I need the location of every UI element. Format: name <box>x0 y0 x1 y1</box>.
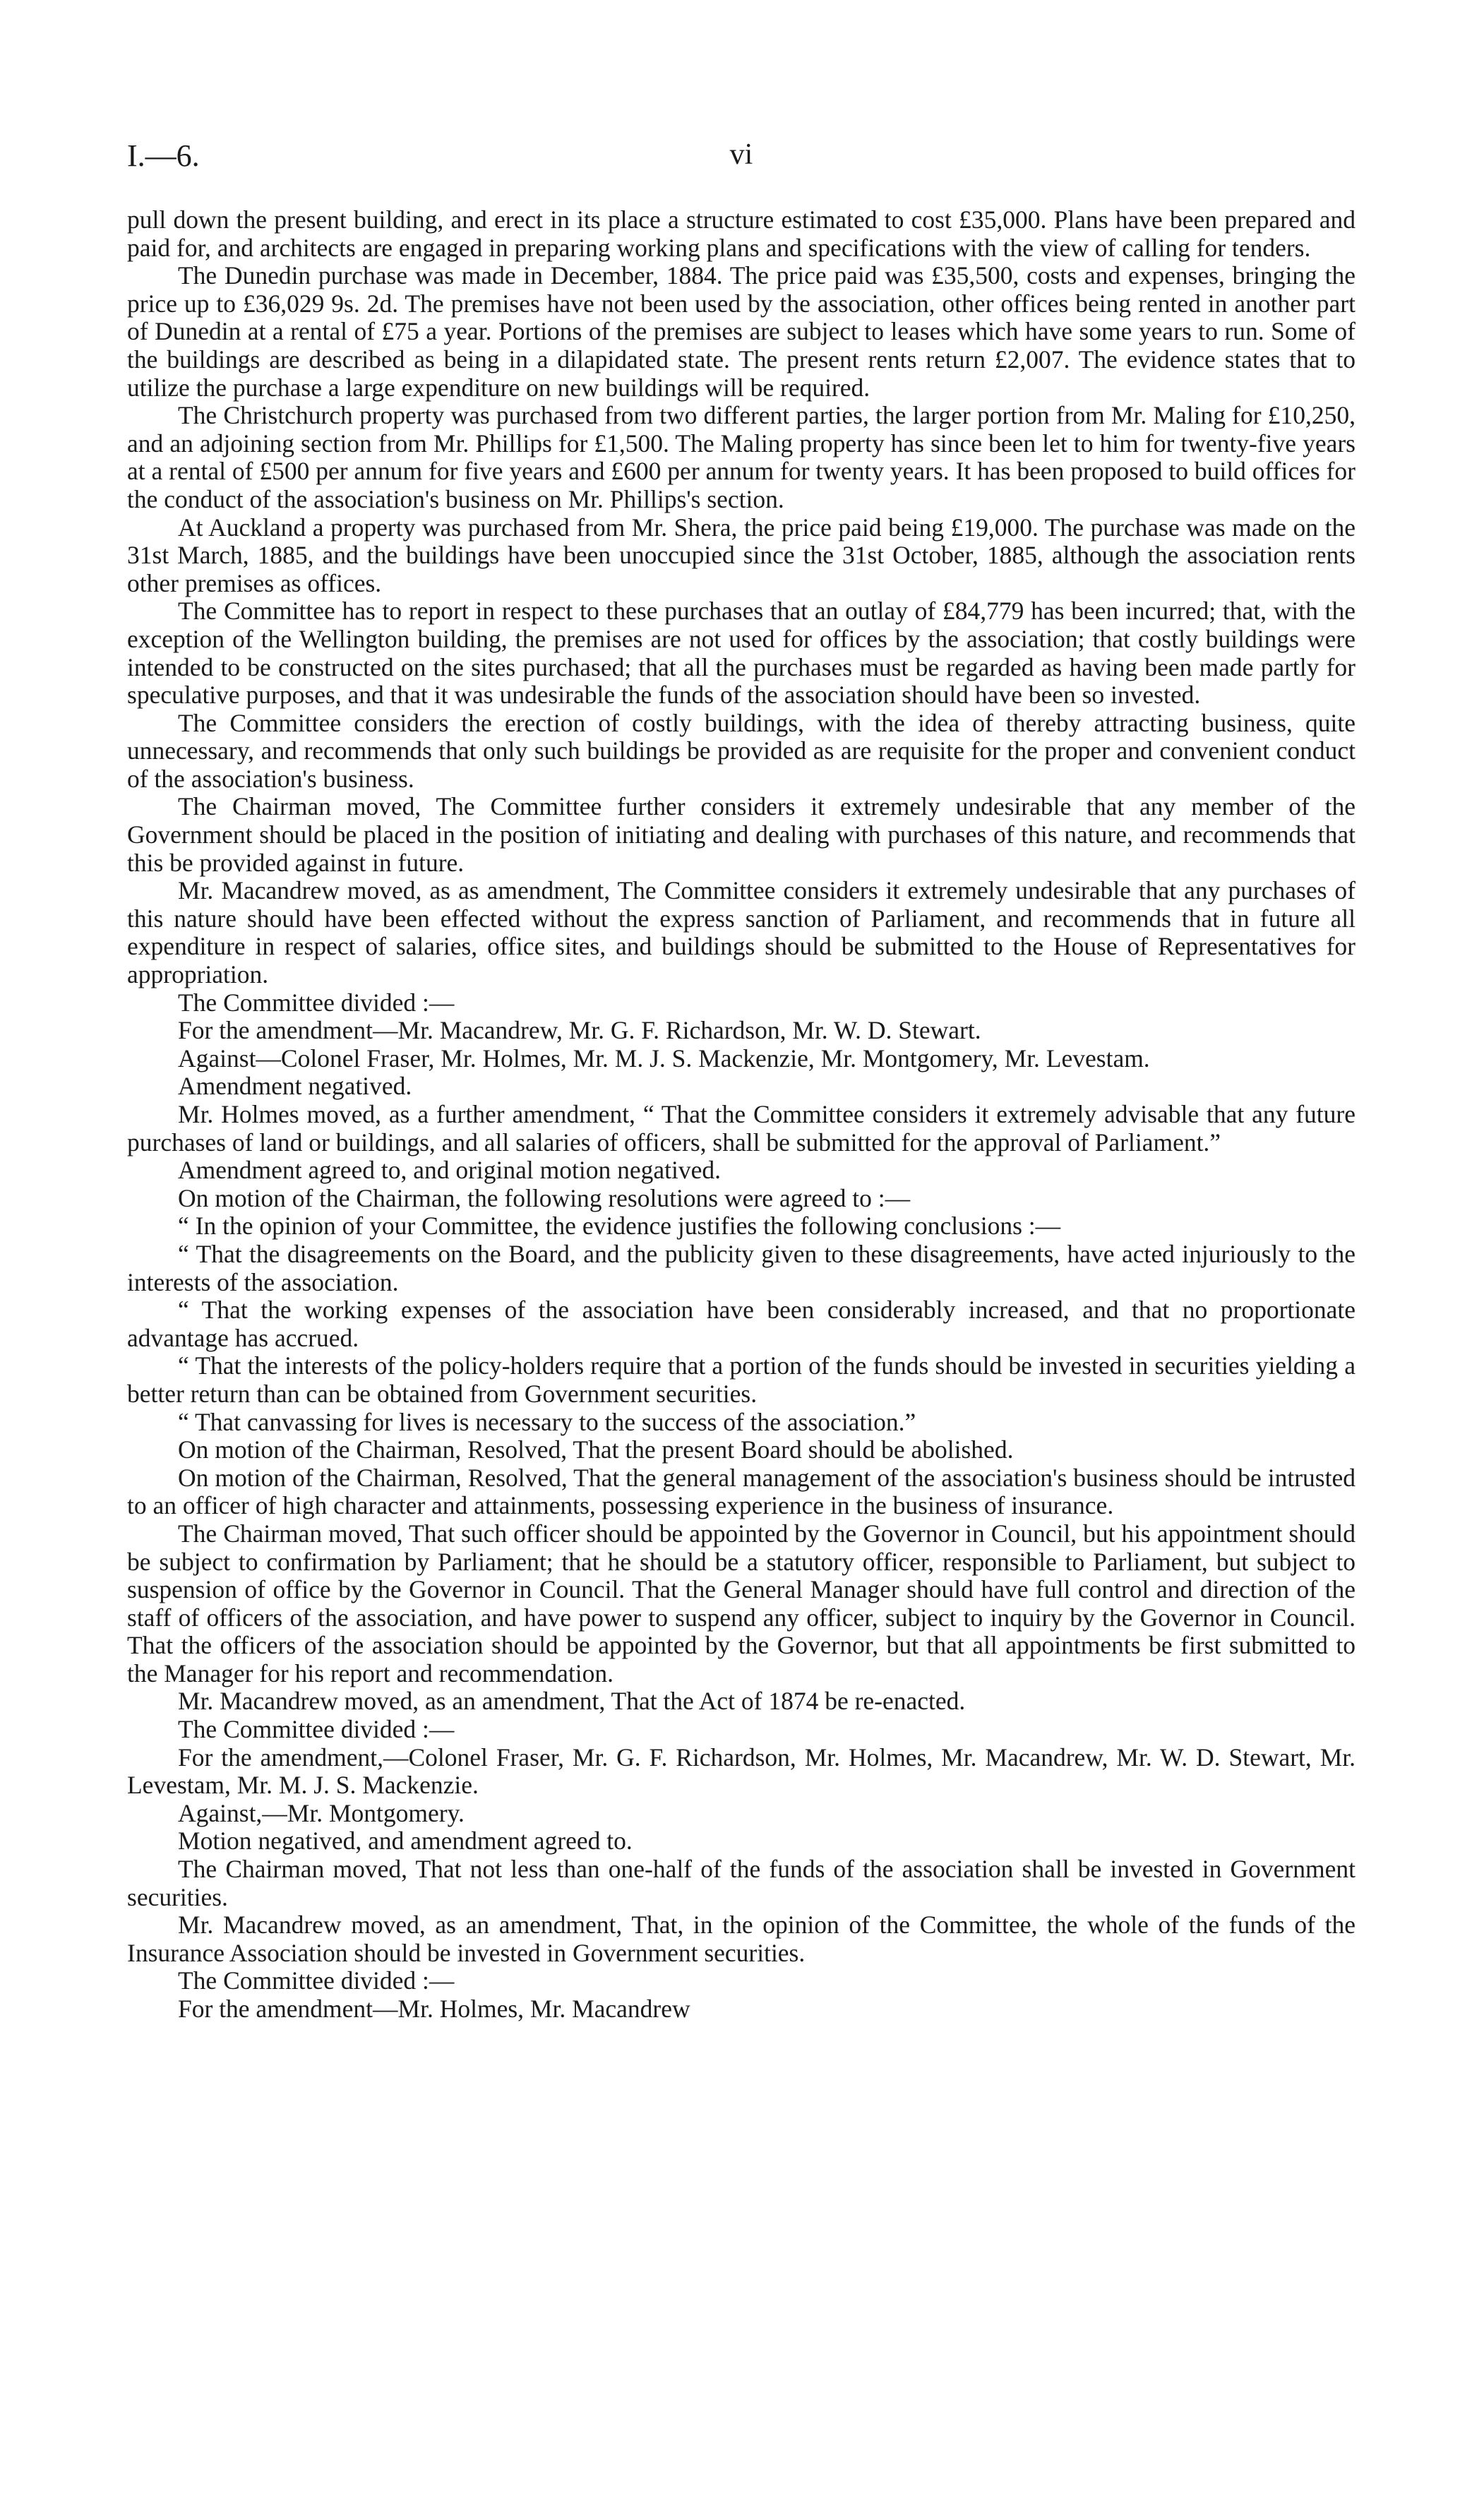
paragraph: The Christchurch property was purchased from two different parties, the larger portion from Mr. Maling for £10,250, and an adjoining section from Mr. Phillips for £1,500. The Maling property has since been let to him for twenty-five years at a rental of £500 per annum for five years and £600 per annum for twenty years. It has been proposed to build offices for the conduct of the association's business on Mr. Phillips's section. <box>127 401 1356 513</box>
paragraph: Mr. Macandrew moved, as an amendment, That, in the opinion of the Committee, the whole of the funds of the Insurance Association should be invested in Government securities. <box>127 1911 1356 1967</box>
paragraph: The Committee has to report in respect to these purchases that an outlay of £84,779 has been incurred; that, with the exception of the Wellington building, the premises are not used for offices by the association; that costly buildings were intended to be constructed on the sites purchased; that all the purchases must be regarded as having been made partly for speculative purposes, and that it was undesirable the funds of the association should have been so invested. <box>127 597 1356 710</box>
paragraph: The Dunedin purchase was made in December, 1884. The price paid was £35,500, costs and expenses, bringing the price up to £36,029 9s. 2d. The premises have not been used by the association, other offices being rented in another part of Dunedin at a rental of £75 a year. Portions of the premises are subject to leases which have some years to run. Some of the buildings are described as being in a dilapidated state. The present rents return £2,007. The evidence states that to utilize the purchase a large expenditure on new buildings will be required. <box>127 261 1356 402</box>
paragraph: The Chairman moved, That such officer should be appointed by the Governor in Council, but his appointment should be subject to confirmation by Parliament; that he should be a statutory officer, responsible to Parliament, but subject to suspension of office by the Governor in Council. That the General Manager should have full control and direction of the staff of officers of the association, and have power to suspend any officer, subject to inquiry by the Governor in Council. That the officers of the association should be appointed by the Governor, but that all appointments be first submitted to the Manager for his report and recommendation. <box>127 1519 1356 1687</box>
paragraph: “ That the working expenses of the association have been considerably increased, and that no proportionate advantage has accrued. <box>127 1296 1356 1352</box>
paragraph: Motion negatived, and amendment agreed to. <box>178 1827 633 1855</box>
paragraph: Against,—Mr. Montgomery. <box>178 1798 465 1827</box>
paragraph: The Chairman moved, That not less than one-half of the funds of the association shall be invested in Government securities. <box>127 1855 1356 1911</box>
paragraph: Mr. Holmes moved, as a further amendment, “ That the Committee considers it extremely advisable that any future purchases of land or buildings, and all salaries of officers, shall be submitted for the approval of Parliament.” <box>127 1100 1356 1157</box>
document-reference: I.—6. <box>127 138 200 173</box>
paragraph: “ That the interests of the policy-holders require that a portion of the funds should be invested in securities yielding a better return than can be obtained from Government securities. <box>127 1351 1356 1408</box>
paragraph: For the amendment—Mr. Macandrew, Mr. G. F. Richardson, Mr. W. D. Stewart. <box>178 1016 981 1045</box>
paragraph: The Committee divided :— <box>178 1966 455 1995</box>
paragraph: “ That canvassing for lives is necessary to the success of the association.” <box>178 1407 916 1436</box>
paragraph: At Auckland a property was purchased from Mr. Shera, the price paid being £19,000. The purchase was made on the 31st March, 1885, and the buildings have been unoccupied since the 31st October, 1885, although the association rents other premises as offices. <box>127 513 1356 597</box>
paragraph: Amendment agreed to, and original motion negatived. <box>178 1156 721 1185</box>
paragraph: On motion of the Chairman, Resolved, That the present Board should be abolished. <box>178 1435 1014 1464</box>
paragraph: Mr. Macandrew moved, as as amendment, The Committee considers it extremely undesirable that any purchases of this nature should have been effected without the express sanction of Parliament, and recommends that in future all expenditure in respect of salaries, office sites, and buildings should be submitted to the House of Representatives for appropriation. <box>127 876 1356 989</box>
paragraph: The Committee considers the erection of costly buildings, with the idea of thereby attracting business, quite unnecessary, and recommends that only such buildings be provided as are requisite for the proper and convenient conduct of the association's business. <box>127 708 1356 793</box>
paragraph: Amendment negatived. <box>178 1072 412 1101</box>
paragraph: Against—Colonel Fraser, Mr. Holmes, Mr. M. J. S. Mackenzie, Mr. Montgomery, Mr. Levestam. <box>178 1044 1150 1072</box>
page-header <box>127 138 1356 180</box>
paragraph: “ In the opinion of your Committee, the evidence justifies the following conclusions :— <box>178 1212 1061 1241</box>
paragraph: For the amendment,—Colonel Fraser, Mr. G. F. Richardson, Mr. Holmes, Mr. Macandrew, Mr. W. D. Stewart, Mr. Levestam, Mr. M. J. S. Mackenzie. <box>127 1743 1356 1800</box>
paragraph: “ That the disagreements on the Board, and the publicity given to these disagreements, have acted injuriously to the interests of the association. <box>127 1239 1356 1296</box>
paragraph: On motion of the Chairman, the following resolutions were agreed to :— <box>178 1183 911 1212</box>
paragraph: The Chairman moved, The Committee further considers it extremely undesirable that any member of the Government should be placed in the position of initiating and dealing with purchases of this nature, and recommends that this be provided against in future. <box>127 792 1356 877</box>
paragraph: pull down the present building, and erect in its place a structure estimated to cost £35,000. Plans have been prepared and paid for, and architects are engaged in preparing working plans and specifications with the view of calling for tenders. <box>127 205 1356 262</box>
document-body <box>127 206 1356 2024</box>
paragraph: For the amendment—Mr. Holmes, Mr. Macandrew <box>178 1995 690 2023</box>
page-number: vi <box>729 138 753 171</box>
paragraph: On motion of the Chairman, Resolved, That the general management of the association's business should be intrusted to an officer of high character and attainments, possessing experience in the business of insurance. <box>127 1463 1356 1520</box>
paragraph: The Committee divided :— <box>178 988 455 1017</box>
paragraph: The Committee divided :— <box>178 1715 455 1744</box>
paragraph: Mr. Macandrew moved, as an amendment, That the Act of 1874 be re-enacted. <box>178 1687 966 1716</box>
